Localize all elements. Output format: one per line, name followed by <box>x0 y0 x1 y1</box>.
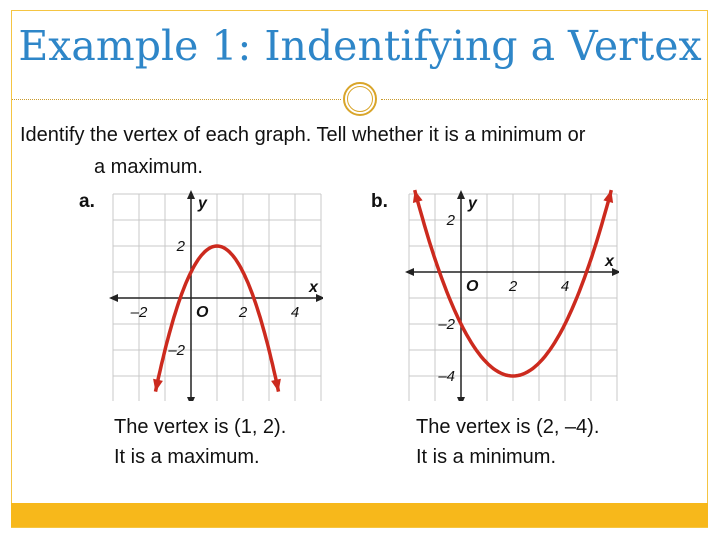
instruction-line-1: Identify the vertex of each graph. Tell whether it is a minimum or <box>20 124 586 146</box>
graph-a-origin-label: O <box>196 304 209 321</box>
x-tick-label: 4 <box>560 278 570 295</box>
x-tick-label: –2 <box>130 304 148 321</box>
graph-b-origin-label: O <box>466 278 479 295</box>
y-tick-label: –2 <box>438 316 455 333</box>
graph-a-vertex-text: The vertex is (1, 2). <box>114 416 287 438</box>
graph-a-x-axis-label: x <box>309 279 318 296</box>
ring-ornament-icon <box>342 81 378 117</box>
x-tick-label: 2 <box>238 304 248 321</box>
graph-a-y-axis-label: y <box>198 195 207 212</box>
footer-accent-bar <box>11 503 708 527</box>
graph-a-axes <box>109 190 323 401</box>
x-tick-label: 4 <box>290 304 300 321</box>
y-axis-arrow-down-icon <box>187 397 195 401</box>
y-tick-label: –4 <box>438 368 455 385</box>
graph-a-answer <box>114 412 286 472</box>
graph-a-label: a. <box>79 191 95 212</box>
x-tick-label: 2 <box>508 278 518 295</box>
title-divider-left <box>12 99 341 100</box>
graph-b-axes <box>405 190 619 401</box>
graph-b <box>403 189 619 401</box>
graph-b-label: b. <box>371 191 388 212</box>
graph-b-answer <box>416 412 599 472</box>
graph-b-x-axis-label: x <box>605 253 614 270</box>
graph-a-type-text: It is a maximum. <box>114 446 260 468</box>
graph-a <box>107 189 323 401</box>
y-tick-label: 2 <box>446 212 455 229</box>
graph-b-type-text: It is a minimum. <box>416 446 557 468</box>
instruction-text <box>20 119 710 183</box>
y-tick-label: 2 <box>176 238 185 255</box>
slide-title: Example 1: Indentifying a Vertex <box>18 22 702 70</box>
title-divider-right <box>381 99 707 100</box>
y-axis-arrow-down-icon <box>457 397 465 401</box>
graph-b-vertex-text: The vertex is (2, –4). <box>416 416 600 438</box>
instruction-line-2: a maximum. <box>94 156 203 178</box>
y-tick-label: –2 <box>168 342 185 359</box>
graph-b-y-axis-label: y <box>468 195 477 212</box>
